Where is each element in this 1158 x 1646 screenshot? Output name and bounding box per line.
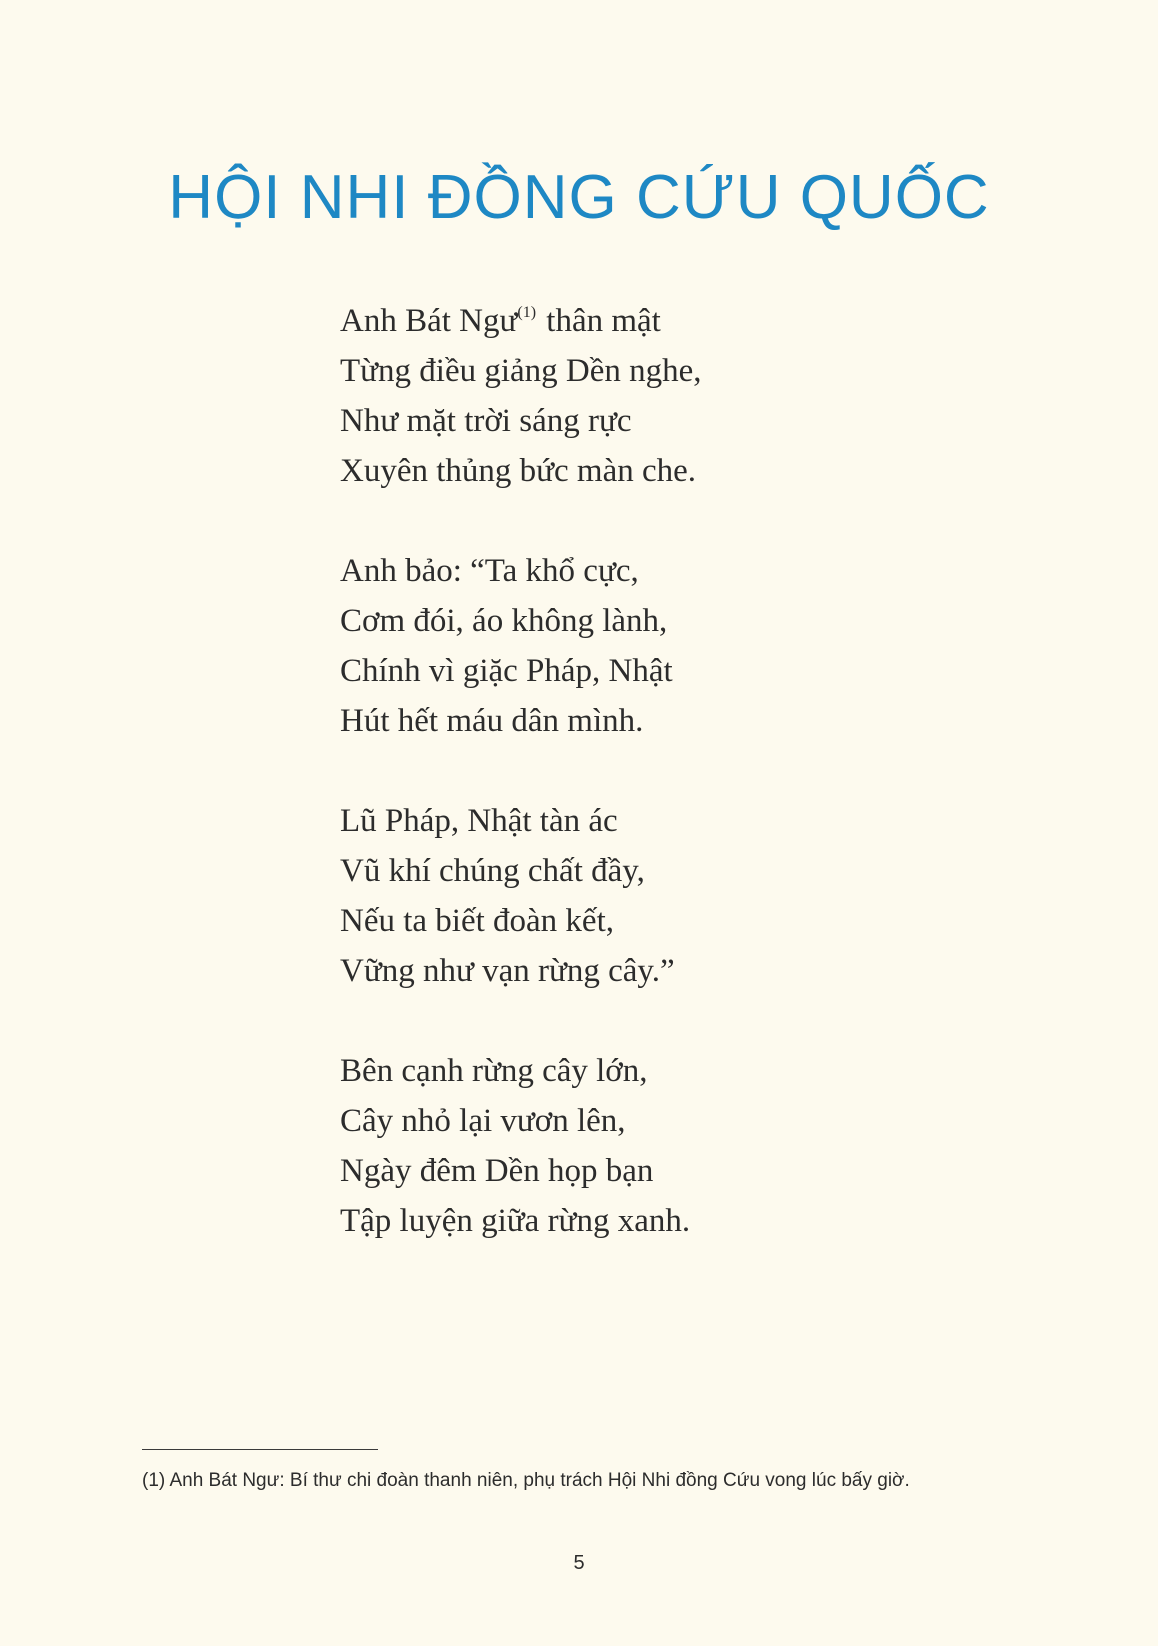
poem-line: Xuyên thủng bức màn che. (340, 453, 697, 489)
stanza-2 (340, 546, 980, 746)
stanza-4 (340, 1046, 980, 1246)
footnote: (1) Anh Bát Ngư: Bí thư chi đoàn thanh niên, phụ trách Hội Nhi đồng Cứu vong lúc bấy giờ. (142, 1470, 910, 1491)
poem-line: Bên cạnh rừng cây lớn, (340, 1053, 648, 1089)
poem-line: Vũ khí chúng chất đầy, (340, 853, 645, 889)
poem (340, 296, 980, 1296)
poem-line-text: Anh Bát Ngư (340, 303, 518, 339)
page-title: HỘI NHI ĐỒNG CỨU QUỐC (168, 163, 990, 232)
poem-line (340, 296, 980, 346)
poem-line: Tập luyện giữa rừng xanh. (340, 1203, 691, 1239)
footnote-mark: (1) (517, 304, 537, 321)
footnote-divider (142, 1449, 378, 1450)
poem-line: Lũ Pháp, Nhật tàn ác (340, 803, 618, 839)
poem-line-text: thân mật (538, 303, 661, 339)
stanza-3 (340, 796, 980, 996)
page-number: 5 (573, 1552, 585, 1574)
poem-line: Vững như vạn rừng cây.” (340, 953, 675, 989)
poem-line: Từng điều giảng Dền nghe, (340, 353, 702, 389)
stanza-1 (340, 296, 980, 496)
poem-line: Cơm đói, áo không lành, (340, 603, 668, 639)
poem-line: Như mặt trời sáng rực (340, 403, 632, 439)
poem-line: Anh bảo: “Ta khổ cực, (340, 553, 639, 589)
poem-line: Cây nhỏ lại vươn lên, (340, 1103, 626, 1139)
poem-line: Chính vì giặc Pháp, Nhật (340, 653, 673, 689)
poem-line: Hút hết máu dân mình. (340, 703, 644, 739)
poem-line: Ngày đêm Dền họp bạn (340, 1153, 654, 1189)
poem-line: Nếu ta biết đoàn kết, (340, 903, 614, 939)
